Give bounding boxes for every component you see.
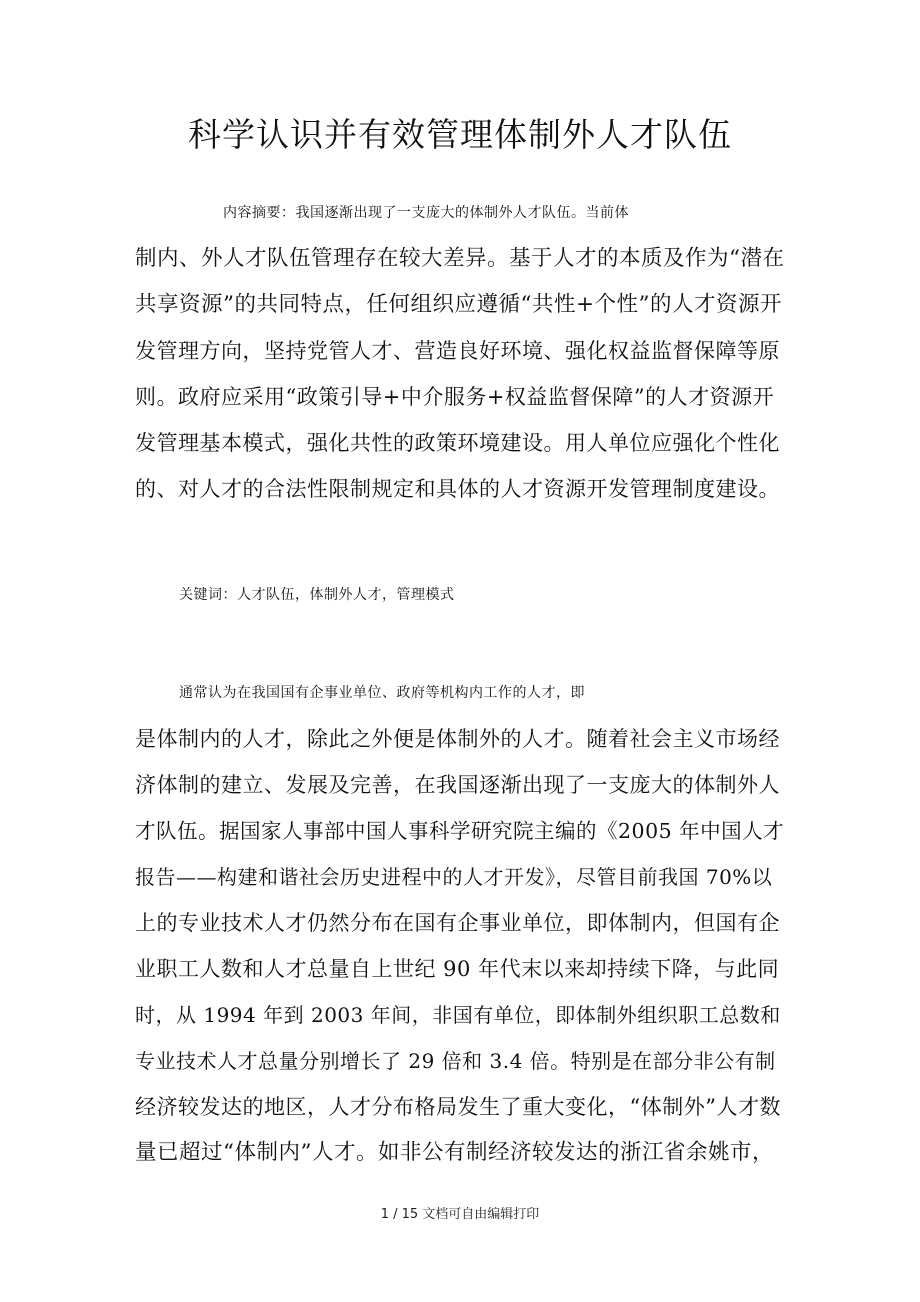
keywords-line: 关键词：人才队伍，体制外人才，管理模式	[179, 587, 455, 603]
body-line: 专业技术人才总量分别增长了 29 倍和 3.4 倍。特别是在部分非公有制	[135, 1049, 776, 1073]
body-line: 报告——构建和谐社会历史进程中的人才开发》，尽管目前我国 70%以	[135, 865, 773, 889]
abstract-line: 的、对人才的合法性限制规定和具体的人才资源开发管理制度建设。	[135, 477, 780, 501]
abstract-line: 制内、外人才队伍管理存在较大差异。基于人才的本质及作为“潜在	[135, 246, 785, 271]
body-line: 上的专业技术人才仍然分布在国有企事业单位，即体制内，但国有企	[135, 911, 780, 935]
body-line: 时，从 1994 年到 2003 年间，非国有单位，即体制外组织职工总数和	[135, 1003, 781, 1027]
page-footer: 1 / 15 文档可自由编辑打印	[380, 1207, 540, 1222]
document-title: 科学认识并有效管理体制外人才队伍	[188, 115, 732, 154]
abstract-line: 内容摘要：我国逐渐出现了一支庞大的体制外人才队伍。当前体	[223, 205, 629, 221]
body-line: 济体制的建立、发展及完善，在我国逐渐出现了一支庞大的体制外人	[135, 773, 780, 797]
abstract-line: 发管理方向，坚持党管人才、营造良好环境、强化权益监督保障等原	[135, 339, 780, 363]
body-line: 量已超过“体制内”人才。如非公有制经济较发达的浙江省余姚市，	[135, 1140, 774, 1165]
body-paragraph	[135, 670, 785, 1176]
body-line: 通常认为在我国国有企事业单位、政府等机构内工作的人才，即	[179, 685, 585, 701]
body-line: 是体制内的人才，除此之外便是体制外的人才。随着社会主义市场经	[135, 727, 780, 751]
abstract-line: 则。政府应采用“政策引导+中介服务+权益监督保障”的人才资源开	[135, 385, 775, 409]
abstract-line: 发管理基本模式，强化共性的政策环境建设。用人单位应强化个性化	[135, 431, 780, 455]
keywords-paragraph	[135, 572, 785, 618]
body-line: 经济较发达的地区，人才分布格局发生了重大变化，“体制外”人才数	[135, 1095, 781, 1119]
abstract-line: 共享资源”的共同特点，任何组织应遵循“共性+个性”的人才资源开	[135, 292, 782, 317]
body-line: 业职工人数和人才总量自上世纪 90 年代末以来却持续下降，与此同	[135, 957, 780, 981]
body-line: 才队伍。据国家人事部中国人事科学研究院主编的《2005 年中国人才	[135, 819, 785, 843]
abstract-paragraph	[135, 190, 785, 512]
